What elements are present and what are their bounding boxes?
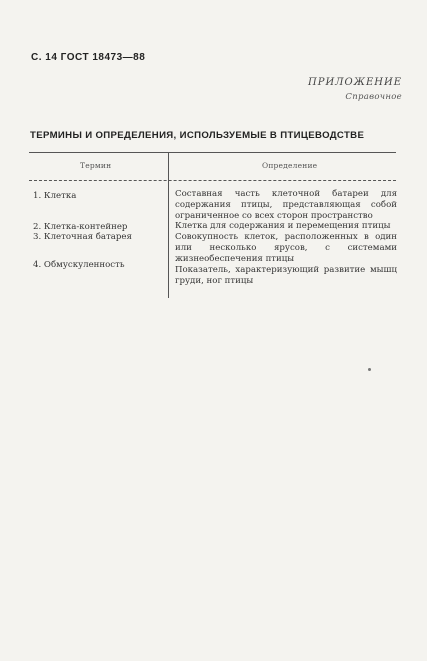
- column-header-definition: Определение: [262, 161, 318, 170]
- appendix-subtitle: Справочное: [345, 92, 402, 102]
- term-cell: 1. Клетка: [33, 191, 77, 201]
- table-column-divider: [168, 152, 169, 298]
- table-top-rule: [29, 152, 396, 153]
- term-cell: 4. Обмускуленность: [33, 260, 125, 270]
- definition-cell: Составная часть клеточной батареи для содержания птицы, представляющая собой ограниченное со всех сторон пространство: [175, 189, 397, 221]
- column-header-term: Термин: [80, 161, 112, 170]
- appendix-label: [308, 77, 402, 102]
- definition-cell: Показатель, характеризующий развитие мышц груди, ног птицы: [175, 265, 397, 286]
- term-cell: 2. Клетка-контейнер: [33, 222, 128, 232]
- term-cell: 3. Клеточная батарея: [33, 232, 132, 242]
- definition-cell: Клетка для содержания и перемещения птицы: [175, 221, 391, 231]
- page-header: С. 14 ГОСТ 18473—88: [31, 52, 146, 63]
- stray-mark: [368, 368, 371, 371]
- appendix-title: ПРИЛОЖЕНИЕ: [308, 77, 402, 88]
- document-title: ТЕРМИНЫ И ОПРЕДЕЛЕНИЯ, ИСПОЛЬЗУЕМЫЕ В ПТИЦЕВОДСТВЕ: [30, 130, 365, 141]
- definition-cell: Совокупность клеток, расположенных в один или несколько ярусов, с системами жизнеобеспечения птицы: [175, 232, 397, 264]
- table-header-rule: [29, 180, 396, 181]
